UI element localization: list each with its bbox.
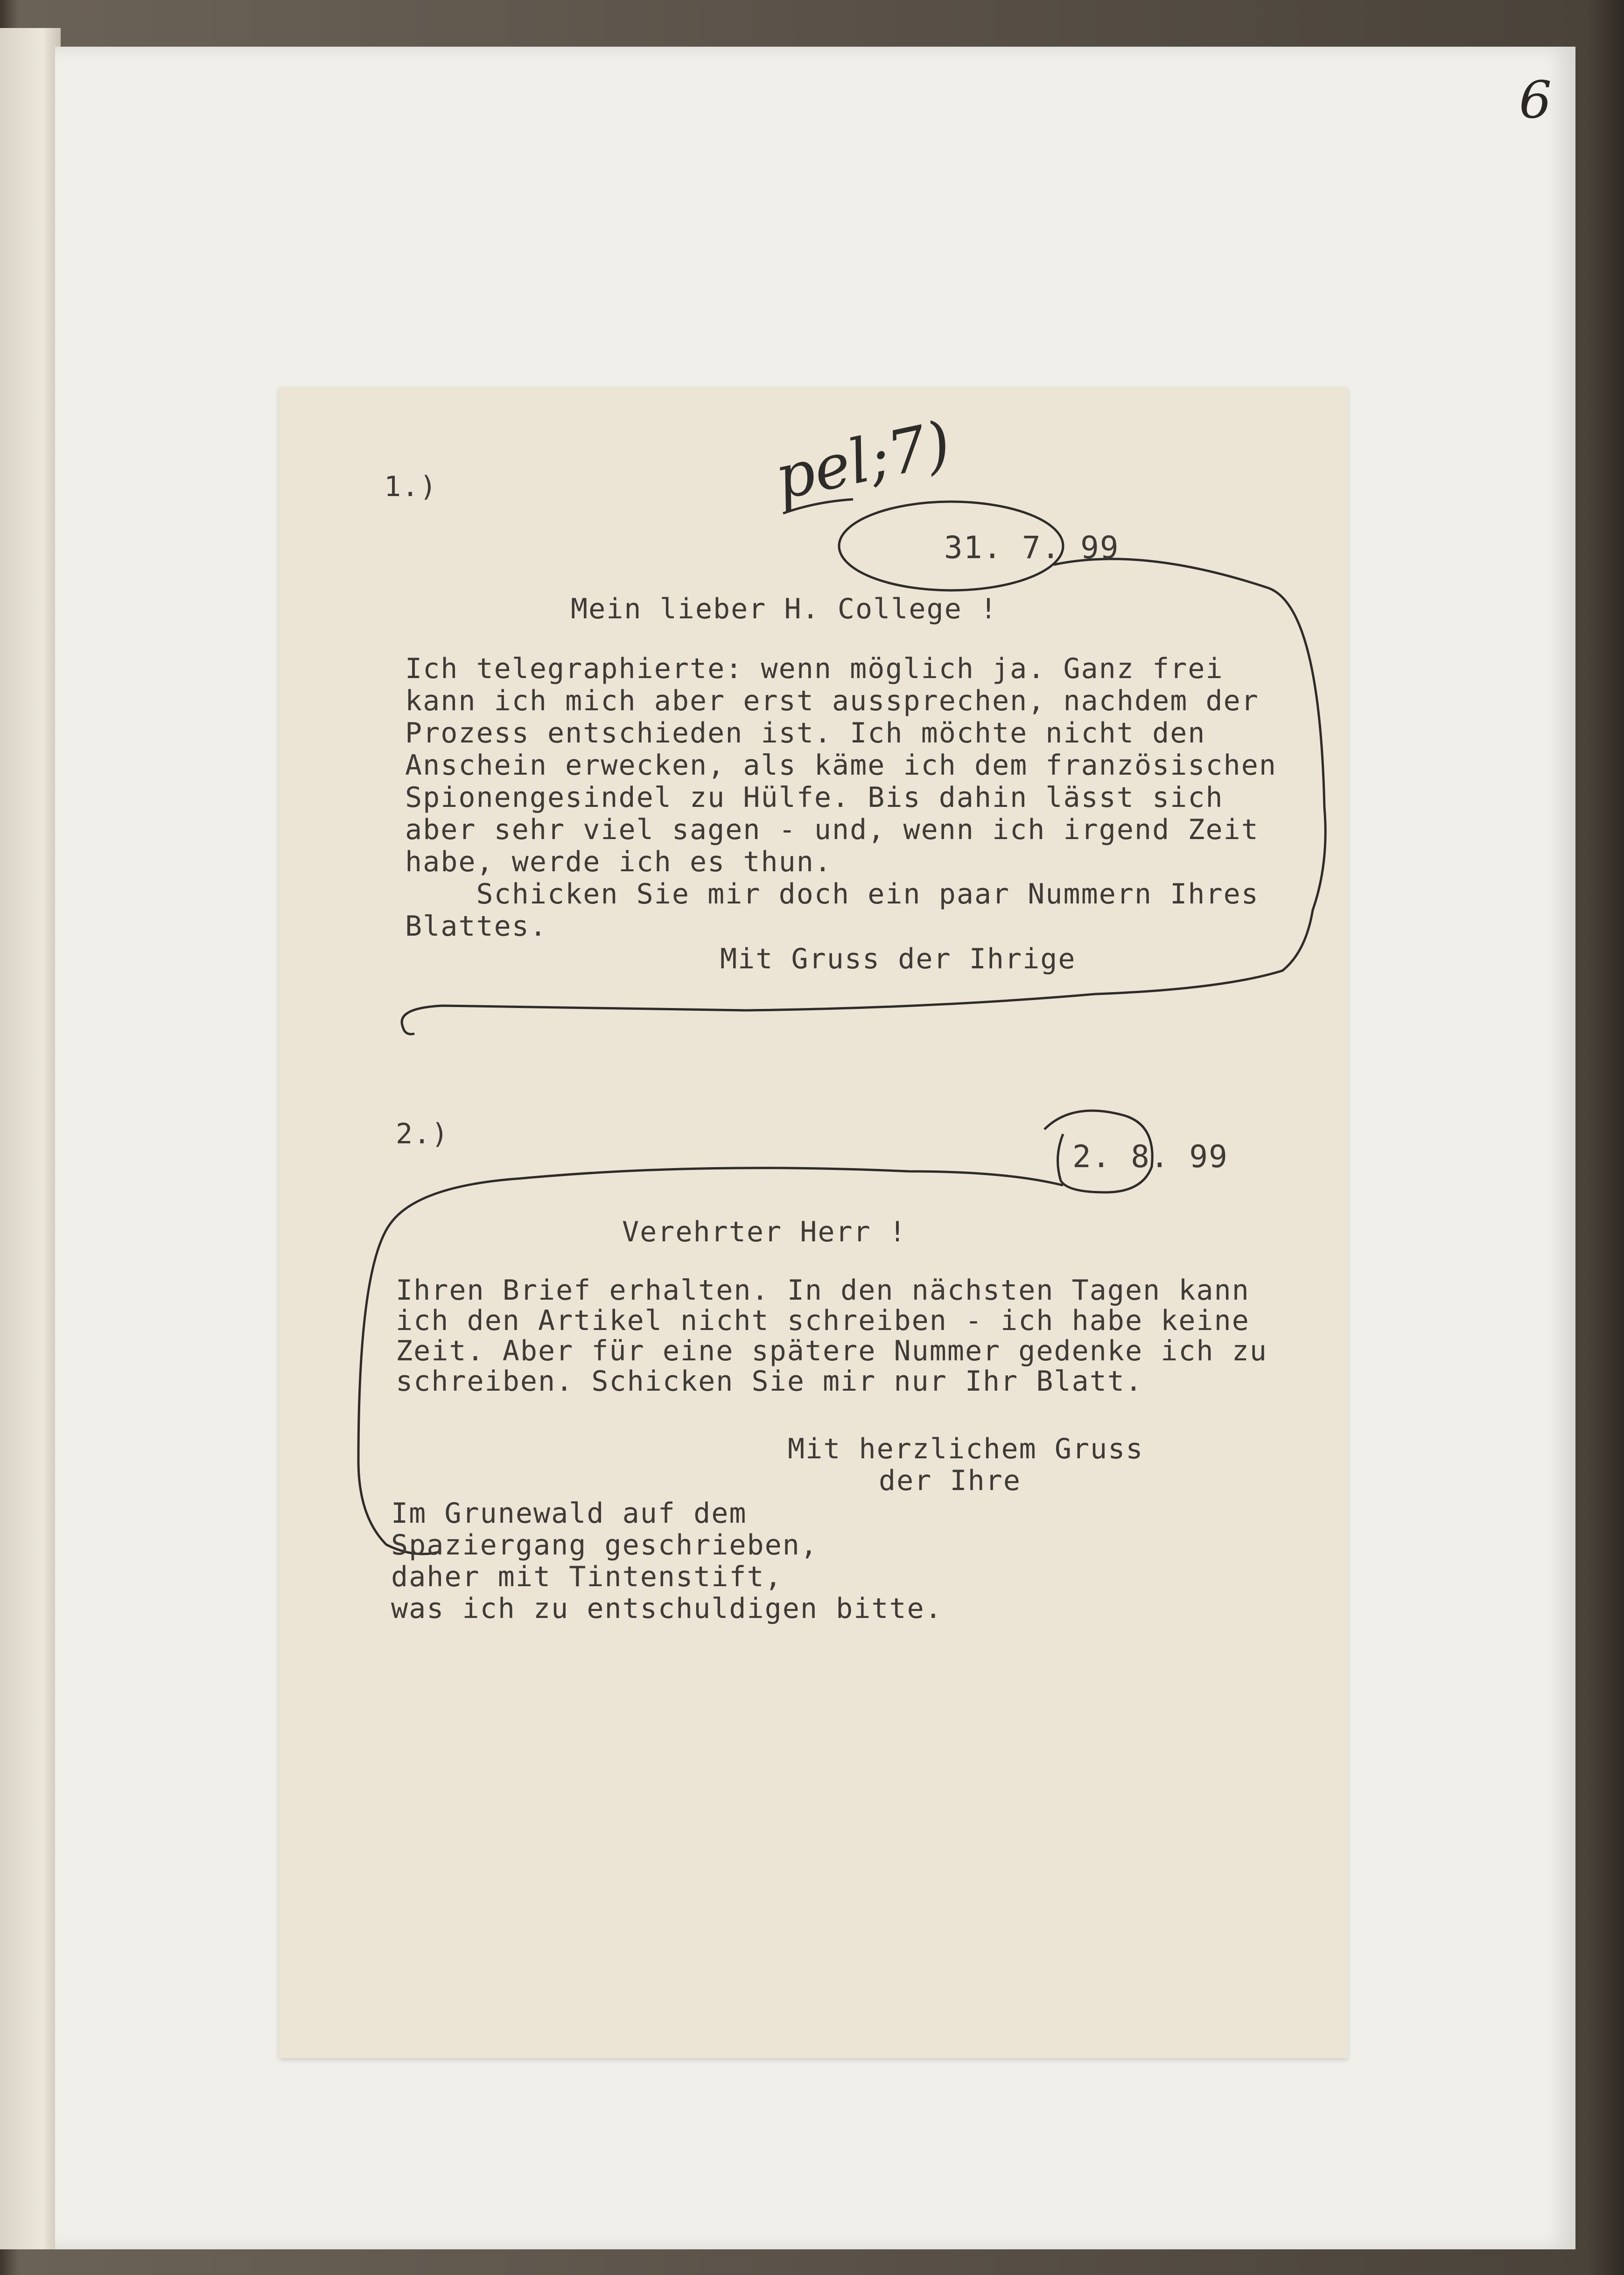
letter-sheet	[279, 387, 1348, 2058]
letter1-body-line: Blattes.	[405, 910, 547, 943]
letter2-closing-line: Mit herzlichem Gruss	[788, 1433, 1144, 1465]
letter2-postscript-line: Im Grunewald auf dem	[391, 1497, 747, 1530]
letter1-salutation: Mein lieber H. College !	[571, 593, 998, 625]
letter1-body-line: habe, werde ich es thun.	[405, 846, 832, 878]
letter2-body-line: Ihren Brief erhalten. In den nächsten Tagen kann	[396, 1274, 1250, 1307]
letter2-body-line: schreiben. Schicken Sie mir nur Ihr Blatt.	[396, 1365, 1143, 1398]
letter1-body-line: Prozess entschieden ist. Ich möchte nicht den	[405, 717, 1206, 749]
letter1-closing: Mit Gruss der Ihrige	[720, 943, 1076, 975]
letter1-body-line: kann ich mich aber erst aussprechen, nachdem der	[405, 685, 1259, 717]
letter2-salutation: Verehrter Herr !	[622, 1216, 907, 1248]
letter1-body-line: aber sehr viel sagen - und, wenn ich irgend Zeit	[405, 813, 1259, 846]
letter2-postscript-line: daher mit Tintenstift,	[391, 1561, 783, 1593]
letter1-body-line: Schicken Sie mir doch ein paar Nummern Ihres	[405, 878, 1259, 910]
left-page-edge	[0, 28, 61, 2249]
letter2-body-line: Zeit. Aber für eine spätere Nummer gedenke ich zu	[396, 1335, 1268, 1367]
letter2-postscript-line: Spaziergang geschrieben,	[391, 1529, 818, 1561]
letter2-closing-line: der Ihre	[879, 1464, 1021, 1497]
letter1-number: 1.)	[384, 470, 438, 503]
letter2-date: 2. 8. 99	[1072, 1139, 1228, 1175]
letter2-body-line: ich den Artikel nicht schreiben - ich habe keine	[396, 1304, 1250, 1337]
letter1-body-line: Spionengesindel zu Hülfe. Bis dahin lässt sich	[405, 781, 1224, 814]
letter1-body-line: Ich telegraphierte: wenn möglich ja. Ganz frei	[405, 652, 1224, 685]
handwritten-note: pel;7)	[769, 407, 957, 514]
page-number: 6	[1519, 70, 1552, 130]
letter2-postscript-line: was ich zu entschuldigen bitte.	[391, 1592, 943, 1625]
letter1-body-line: Anschein erwecken, als käme ich dem französischen	[405, 749, 1277, 782]
letter2-number: 2.)	[396, 1118, 449, 1150]
letter1-date: 31. 7. 99	[944, 530, 1120, 566]
